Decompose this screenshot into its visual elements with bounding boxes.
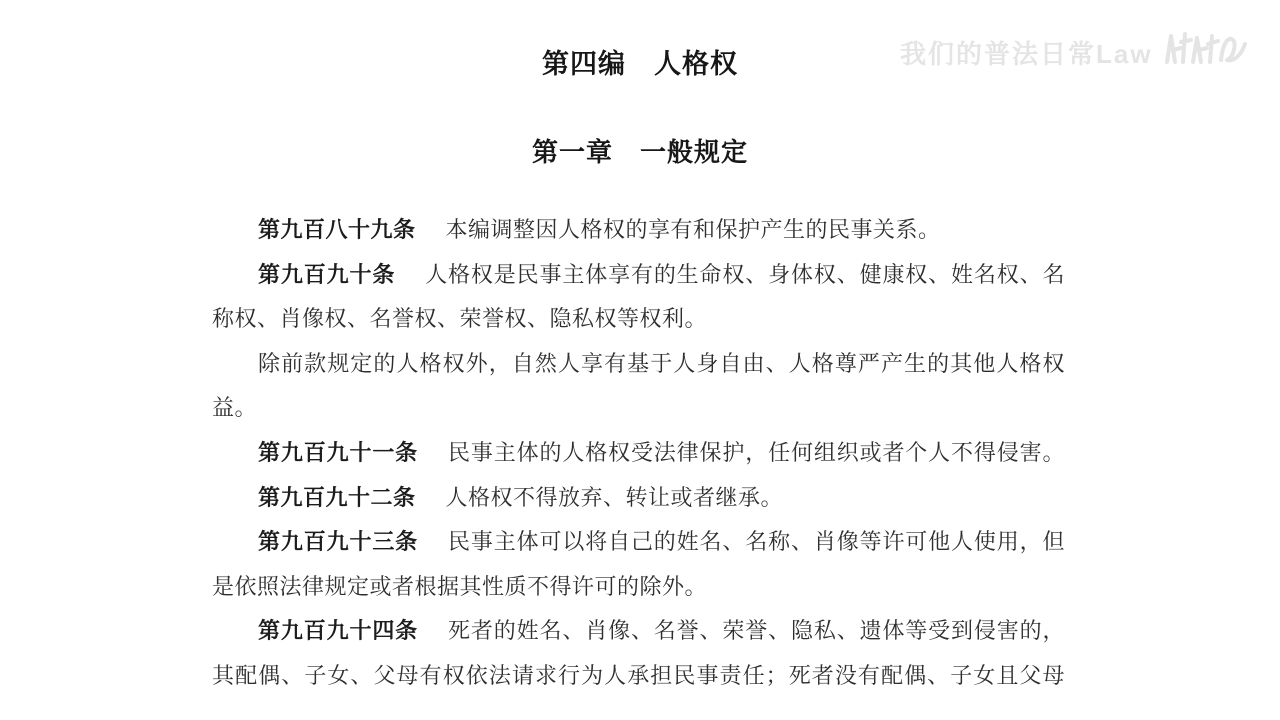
line-text: 除前款规定的人格权外，自然人享有基于人身自由、人格尊严产生的其他人格权 <box>258 350 1065 376</box>
line-article-993-2 <box>212 565 1065 610</box>
line-article-989 <box>212 208 1065 253</box>
article-990-number: 第九百九十条 <box>258 261 396 287</box>
line-article-990-4 <box>212 386 1065 431</box>
chapter-title: 第一章 一般规定 <box>531 137 748 167</box>
line-article-994-2 <box>212 654 1065 699</box>
watermark-text: 我们的普法日常Law <box>900 39 1153 69</box>
line-text: 是依照法律规定或者根据其性质不得许可的除外。 <box>212 573 708 599</box>
line-text: 人格权是民事主体享有的生命权、身体权、健康权、姓名权、名 <box>425 261 1065 287</box>
line-article-993-1 <box>212 520 1065 565</box>
line-text: 益。 <box>212 395 258 421</box>
line-article-992 <box>212 476 1065 521</box>
line-text: 称权、肖像权、名誉权、荣誉权、隐私权等权利。 <box>212 306 708 332</box>
line-text: 民事主体的人格权受法律保护，任何组织或者个人不得侵害。 <box>448 439 1065 465</box>
line-article-991 <box>212 431 1065 476</box>
line-article-990-2 <box>212 297 1065 342</box>
line-text: 本编调整因人格权的享有和保护产生的民事关系。 <box>445 217 941 242</box>
article-993-number: 第九百九十三条 <box>258 529 419 555</box>
article-992-number: 第九百九十二条 <box>258 484 416 510</box>
article-994-number: 第九百九十四条 <box>258 618 419 644</box>
article-989-number: 第九百八十九条 <box>258 217 416 242</box>
part-title: 第四编 人格权 <box>542 49 738 79</box>
line-text: 人格权不得放弃、转让或者继承。 <box>445 484 784 510</box>
line-text: 其配偶、子女、父母有权依法请求行为人承担民事责任；死者没有配偶、子女且父母 <box>212 662 1065 688</box>
line-text: 死者的姓名、肖像、名誉、荣誉、隐私、遗体等受到侵害的， <box>448 618 1065 644</box>
line-article-990-1 <box>212 253 1065 298</box>
article-991-number: 第九百九十一条 <box>258 439 419 465</box>
law-body-text <box>212 208 1065 699</box>
line-article-990-3 <box>212 342 1065 387</box>
line-text: 民事主体可以将自己的姓名、名称、肖像等许可他人使用，但 <box>448 529 1065 555</box>
line-article-994-1 <box>212 609 1065 654</box>
